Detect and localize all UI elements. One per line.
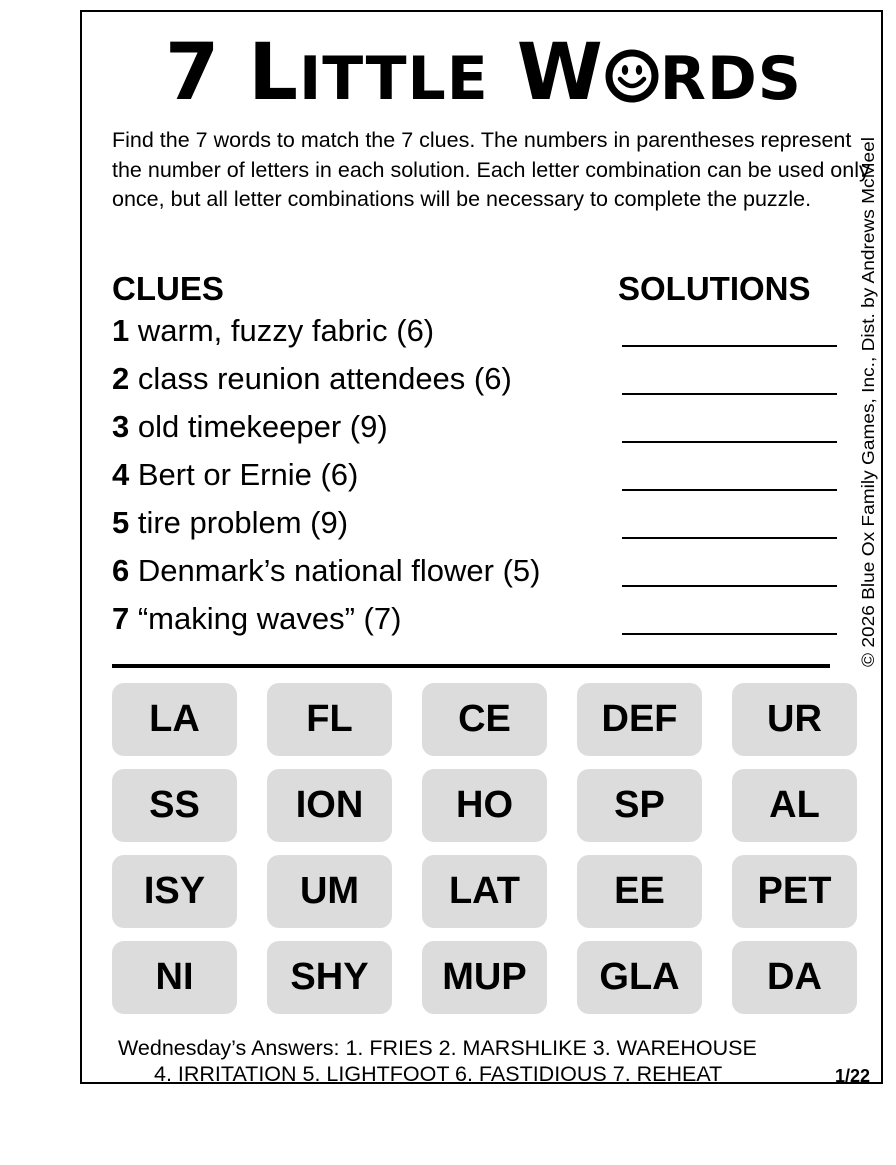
puzzle-panel xyxy=(80,10,883,1084)
letter-tile[interactable]: ISY xyxy=(112,855,237,928)
solution-blank-4[interactable] xyxy=(622,489,837,491)
letter-tile[interactable]: CE xyxy=(422,683,547,756)
letter-tile[interactable]: NI xyxy=(112,941,237,1014)
letter-tile[interactable]: GLA xyxy=(577,941,702,1014)
letter-tile[interactable]: MUP xyxy=(422,941,547,1014)
solution-blank-1[interactable] xyxy=(622,345,837,347)
letter-tile[interactable]: LAT xyxy=(422,855,547,928)
letter-tile[interactable]: UM xyxy=(267,855,392,928)
clue-5: 5 tire problem (9) xyxy=(112,505,349,540)
answers-line-2: 4. IRRITATION 5. LIGHTFOOT 6. FASTIDIOUS 7. REHEAT xyxy=(154,1062,723,1084)
letter-tile[interactable]: LA xyxy=(112,683,237,756)
copyright-notice xyxy=(852,132,882,672)
divider-rule xyxy=(112,664,830,668)
letter-tile[interactable]: DA xyxy=(732,941,857,1014)
clue-1: 1 warm, fuzzy fabric (6) xyxy=(112,313,435,348)
solution-blank-3[interactable] xyxy=(622,441,837,443)
title-word-words: W RDS xyxy=(516,28,803,118)
smiley-icon xyxy=(605,49,659,103)
title-number: 7 xyxy=(164,28,221,118)
puzzle-title xyxy=(82,28,883,124)
clue-2: 2 class reunion attendees (6) xyxy=(112,361,512,396)
answers-line-1: Wednesday’s Answers: 1. FRIES 2. MARSHLIKE 3. WAREHOUSE xyxy=(118,1036,757,1060)
clue-3: 3 old timekeeper (9) xyxy=(112,409,388,444)
letter-tile[interactable]: DEF xyxy=(577,683,702,756)
solution-blank-5[interactable] xyxy=(622,537,837,539)
title-word-little: L ITTLE xyxy=(248,28,489,118)
letter-tile[interactable]: SP xyxy=(577,769,702,842)
letter-tile[interactable]: PET xyxy=(732,855,857,928)
clues-heading: CLUES xyxy=(112,270,224,307)
letter-tile[interactable]: HO xyxy=(422,769,547,842)
clue-6: 6 Denmark’s national flower (5) xyxy=(112,553,541,588)
letter-tile[interactable]: SS xyxy=(112,769,237,842)
copyright-text: © 2026 Blue Ox Family Games, Inc., Dist. by Andrews McMeel xyxy=(858,181,878,667)
solutions-heading: SOLUTIONS xyxy=(618,270,811,307)
letter-tile[interactable]: EE xyxy=(577,855,702,928)
solution-blank-2[interactable] xyxy=(622,393,837,395)
clue-4: 4 Bert or Ernie (6) xyxy=(112,457,359,492)
solution-blank-7[interactable] xyxy=(622,633,837,635)
puzzle-date: 1/22 xyxy=(835,1066,871,1084)
letter-tile[interactable]: ION xyxy=(267,769,392,842)
instructions-text: Find the 7 words to match the 7 clues. The numbers in parentheses represent the number of letters in each solution. Each letter combination can be used only once, but all letter combinations will be necessary to complete the puzzle. xyxy=(112,128,870,211)
letter-tile[interactable]: FL xyxy=(267,683,392,756)
letter-tile[interactable]: AL xyxy=(732,769,857,842)
letter-tile[interactable]: SHY xyxy=(267,941,392,1014)
letter-tile[interactable]: UR xyxy=(732,683,857,756)
solution-blank-6[interactable] xyxy=(622,585,837,587)
clue-7: 7 “making waves” (7) xyxy=(112,601,402,636)
